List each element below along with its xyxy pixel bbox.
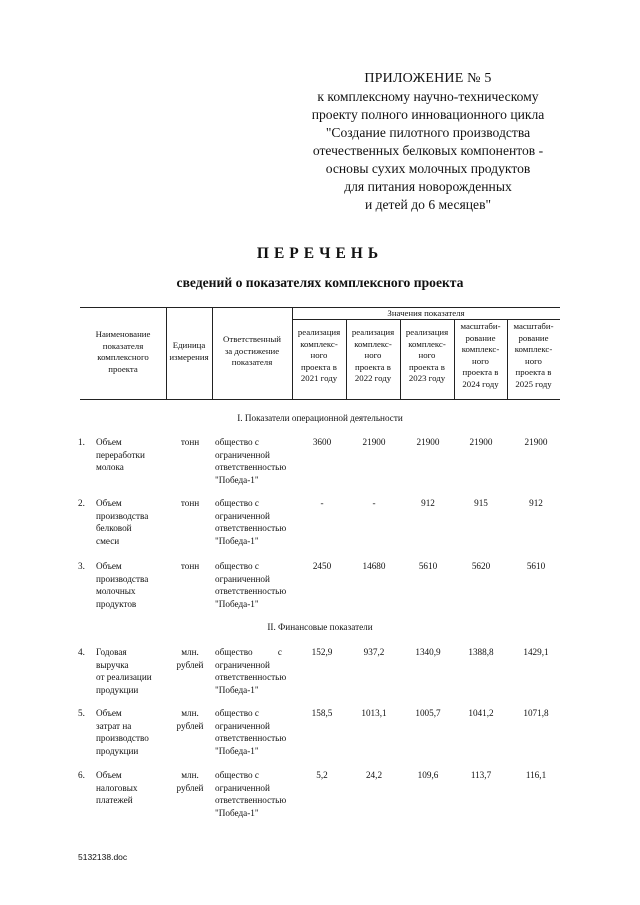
value-2022: 24,2 bbox=[365, 770, 383, 780]
value-2021: - bbox=[320, 498, 324, 508]
value-2023: 109,6 bbox=[417, 770, 439, 780]
row-number: 6. bbox=[78, 770, 85, 780]
header-year-2024: масштаби- рование комплекс- ного проекта в 2024 году bbox=[460, 321, 501, 389]
row-unit: тонн bbox=[180, 561, 200, 571]
appendix-line: основы сухих молочных продуктов bbox=[325, 161, 531, 176]
header-responsible: Ответственный за достижение показателя bbox=[223, 334, 281, 368]
value-2024: 5620 bbox=[471, 561, 491, 571]
section-title: I. Показатели операционной деятельности bbox=[237, 413, 403, 423]
row-name: Объем производства молочных продуктов bbox=[96, 561, 149, 609]
row-number: 1. bbox=[78, 437, 85, 447]
value-2021: 2450 bbox=[312, 561, 332, 571]
header-unit: Единица измерения bbox=[169, 340, 209, 362]
value-2025: 5610 bbox=[526, 561, 546, 571]
row-number: 2. bbox=[78, 498, 85, 508]
file-name-footer: 5132138.doc bbox=[78, 852, 128, 862]
value-2022: 14680 bbox=[362, 561, 386, 571]
value-2023: 1340,9 bbox=[415, 647, 441, 657]
row-responsible: общество с ограниченной ответственностью "Победа-1" bbox=[215, 561, 287, 609]
value-2023: 5610 bbox=[418, 561, 438, 571]
row-unit: млн. рублей bbox=[176, 770, 204, 793]
value-2024: 1041,2 bbox=[468, 708, 494, 718]
value-2025: 116,1 bbox=[525, 770, 547, 780]
value-2021: 3600 bbox=[312, 437, 332, 447]
value-2023: 1005,7 bbox=[415, 708, 441, 718]
appendix-line: проекту полного инновационного цикла bbox=[311, 107, 545, 122]
header-year-2025: масштаби- рование комплекс- ного проекта в 2025 году bbox=[513, 321, 554, 389]
row-name: Объем производства белковой смеси bbox=[96, 498, 149, 546]
row-name: Объем затрат на производство продукции bbox=[96, 708, 149, 756]
row-name: Объем переработки молока bbox=[96, 437, 145, 473]
value-2024: 915 bbox=[474, 498, 488, 508]
row-responsible: общество с ограниченной ответственностью "Победа-1" bbox=[215, 770, 287, 818]
appendix-line: к комплексному научно-техническому bbox=[317, 89, 539, 104]
value-2021: 158,5 bbox=[311, 708, 333, 718]
row-responsible: общество с ограниченной ответственностью "Победа-1" bbox=[215, 708, 287, 756]
document-title: ПЕРЕЧЕНЬ bbox=[256, 245, 384, 262]
value-2025: 1071,8 bbox=[523, 708, 549, 718]
value-2024: 21900 bbox=[469, 437, 493, 447]
row-unit: млн. рублей bbox=[176, 708, 204, 731]
value-2022: 1013,1 bbox=[361, 708, 387, 718]
row-responsible: общество с ограниченной ответственностью "Победа-1" bbox=[215, 647, 287, 695]
value-2023: 21900 bbox=[416, 437, 440, 447]
row-name: Объем налоговых платежей bbox=[96, 770, 138, 806]
row-responsible: общество с ограниченной ответственностью "Победа-1" bbox=[215, 437, 287, 485]
value-2022: - bbox=[372, 498, 376, 508]
document-subtitle: сведений о показателях комплексного проекта bbox=[176, 275, 464, 290]
header-year-2023: реализация комплекс- ного проекта в 2023 году bbox=[405, 327, 449, 384]
value-2022: 21900 bbox=[362, 437, 386, 447]
header-year-2021: реализация комплекс- ного проекта в 2021 году bbox=[297, 327, 341, 384]
row-unit: млн. рублей bbox=[176, 647, 204, 670]
row-unit: тонн bbox=[180, 437, 200, 447]
appendix-line: "Создание пилотного производства bbox=[325, 125, 531, 140]
value-2022: 937,2 bbox=[363, 647, 385, 657]
header-name: Наименование показателя комплексного проекта bbox=[95, 329, 151, 374]
section-title: II. Финансовые показатели bbox=[267, 622, 373, 632]
value-2021: 152,9 bbox=[311, 647, 333, 657]
row-name: Годовая выручка от реализации продукции bbox=[96, 647, 152, 695]
value-2025: 1429,1 bbox=[523, 647, 549, 657]
appendix-heading: ПРИЛОЖЕНИЕ № 5 bbox=[364, 71, 492, 86]
header-bottom-rule bbox=[80, 399, 560, 400]
table-header bbox=[80, 307, 560, 401]
row-number: 5. bbox=[78, 708, 85, 718]
header-year-2022: реализация комплекс- ного проекта в 2022 году bbox=[351, 327, 395, 384]
appendix-line: для питания новорожденных bbox=[344, 179, 512, 194]
value-2024: 113,7 bbox=[470, 770, 492, 780]
row-unit: тонн bbox=[180, 498, 200, 508]
value-2025: 912 bbox=[529, 498, 543, 508]
value-2023: 912 bbox=[421, 498, 435, 508]
header-values-group: Значения показателя bbox=[387, 308, 465, 318]
row-responsible: общество с ограниченной ответственностью "Победа-1" bbox=[215, 498, 287, 546]
row-number: 3. bbox=[78, 561, 85, 571]
row-number: 4. bbox=[78, 647, 85, 657]
appendix-block bbox=[262, 70, 594, 214]
value-2021: 5,2 bbox=[316, 770, 328, 780]
appendix-line: и детей до 6 месяцев" bbox=[364, 197, 492, 212]
value-2024: 1388,8 bbox=[468, 647, 494, 657]
value-2025: 21900 bbox=[524, 437, 548, 447]
appendix-line: отечественных белковых компонентов - bbox=[312, 143, 544, 158]
